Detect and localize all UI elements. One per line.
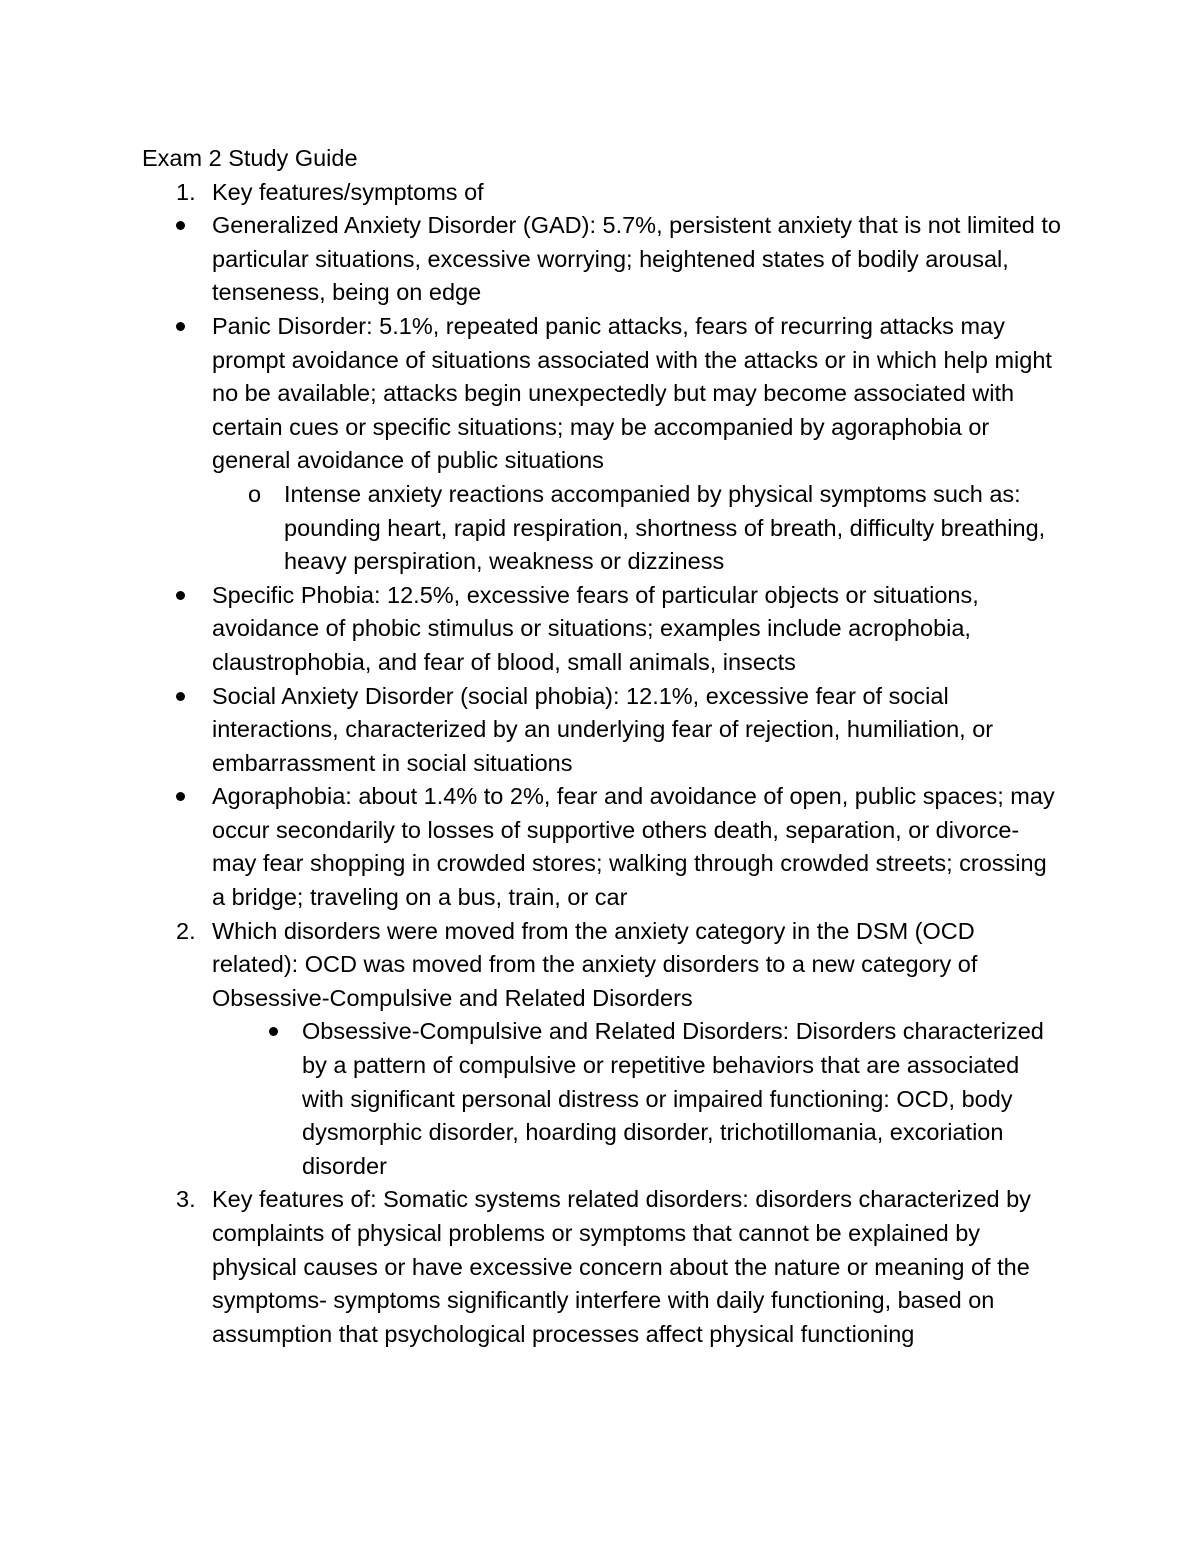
bullet-panic-disorder-text: Panic Disorder: 5.1%, repeated panic attacks, fears of recurring attacks may prompt avoidance of situations associated with the attacks or in which help might no be available; attacks begin unexpectedly but may become associated with certain cues or specific situations; may be accompanied by agoraphobia or general avoidance of public situations [212, 312, 1052, 474]
list-number-3: 3. [176, 1186, 196, 1213]
list-item-2 [142, 915, 1062, 1016]
bullet-agoraphobia [142, 780, 1062, 914]
list-number-1: 1. [176, 178, 196, 205]
list-item-1-text: Key features/symptoms of [212, 178, 484, 205]
bullet-specific-phobia-text: Specific Phobia: 12.5%, excessive fears of particular objects or situations, avoidance of phobic stimulus or situations; examples include acrophobia, claustrophobia, and fear of blood, small animals, insects [212, 581, 979, 675]
sub-bullet-panic-symptoms-text: Intense anxiety reactions accompanied by physical symptoms such as: pounding heart, rapid respiration, shortness of breath, difficulty breathing, heavy perspiration, weakness or dizziness [284, 480, 1046, 575]
bullet-social-anxiety [142, 680, 1062, 781]
list-item-2-text: Which disorders were moved from the anxiety category in the DSM (OCD related): OCD was moved from the anxiety disorders to a new category of Obsessive-Compulsive and Related Disorders [212, 917, 978, 1011]
list-number-2: 2. [176, 917, 196, 944]
bullet-icon [176, 209, 185, 243]
bullet-icon [176, 680, 185, 714]
document-title: Exam 2 Study Guide [142, 145, 358, 171]
list-item-3-text: Key features of: Somatic systems related disorders: disorders characterized by complaints of physical problems or symptoms that cannot be explained by physical causes or have excessive concern about the nature or meaning of the symptoms- symptoms significantly interfere with daily functioning, based on assumption that psychological processes affect physical functioning [212, 1186, 1031, 1347]
bullet-specific-phobia [142, 579, 1062, 680]
bullet-gad-text: Generalized Anxiety Disorder (GAD): 5.7%, persistent anxiety that is not limited to particular situations, excessive worrying; heightened states of bodily arousal, tenseness, being on edge [212, 212, 1061, 306]
list-item-3 [142, 1183, 1062, 1351]
bullet-icon [269, 1015, 278, 1049]
document-body [142, 142, 1062, 1351]
list-item-1 [142, 176, 1062, 210]
circle-bullet-marker: o [248, 480, 262, 507]
bullet-icon [176, 780, 185, 814]
sub-bullet-ocd-related-text: Obsessive-Compulsive and Related Disorders: Disorders characterized by a pattern of compulsive or repetitive behaviors that are associated with significant personal distress or impaired functioning: OCD, body dysmorphic disorder, hoarding disorder, trichotillomania, excoriation disorder [302, 1018, 1044, 1179]
bullet-social-anxiety-text: Social Anxiety Disorder (social phobia): 12.1%, excessive fear of social interactions, characterized by an underlying fear of rejection, humiliation, or embarrassment in social situations [212, 682, 994, 776]
bullet-agoraphobia-text: Agoraphobia: about 1.4% to 2%, fear and avoidance of open, public spaces; may occur secondarily to losses of supportive others death, separation, or divorce- may fear shopping in crowded stores; walking through crowded streets; crossing a bridge; traveling on a bus, train, or car [212, 783, 1055, 911]
sub-bullet-ocd-related [142, 1015, 1062, 1183]
sub-bullet-panic-symptoms [142, 478, 1062, 579]
bullet-gad [142, 209, 1062, 310]
bullet-icon [176, 579, 185, 613]
bullet-panic-disorder [142, 310, 1062, 478]
bullet-icon [176, 310, 185, 344]
